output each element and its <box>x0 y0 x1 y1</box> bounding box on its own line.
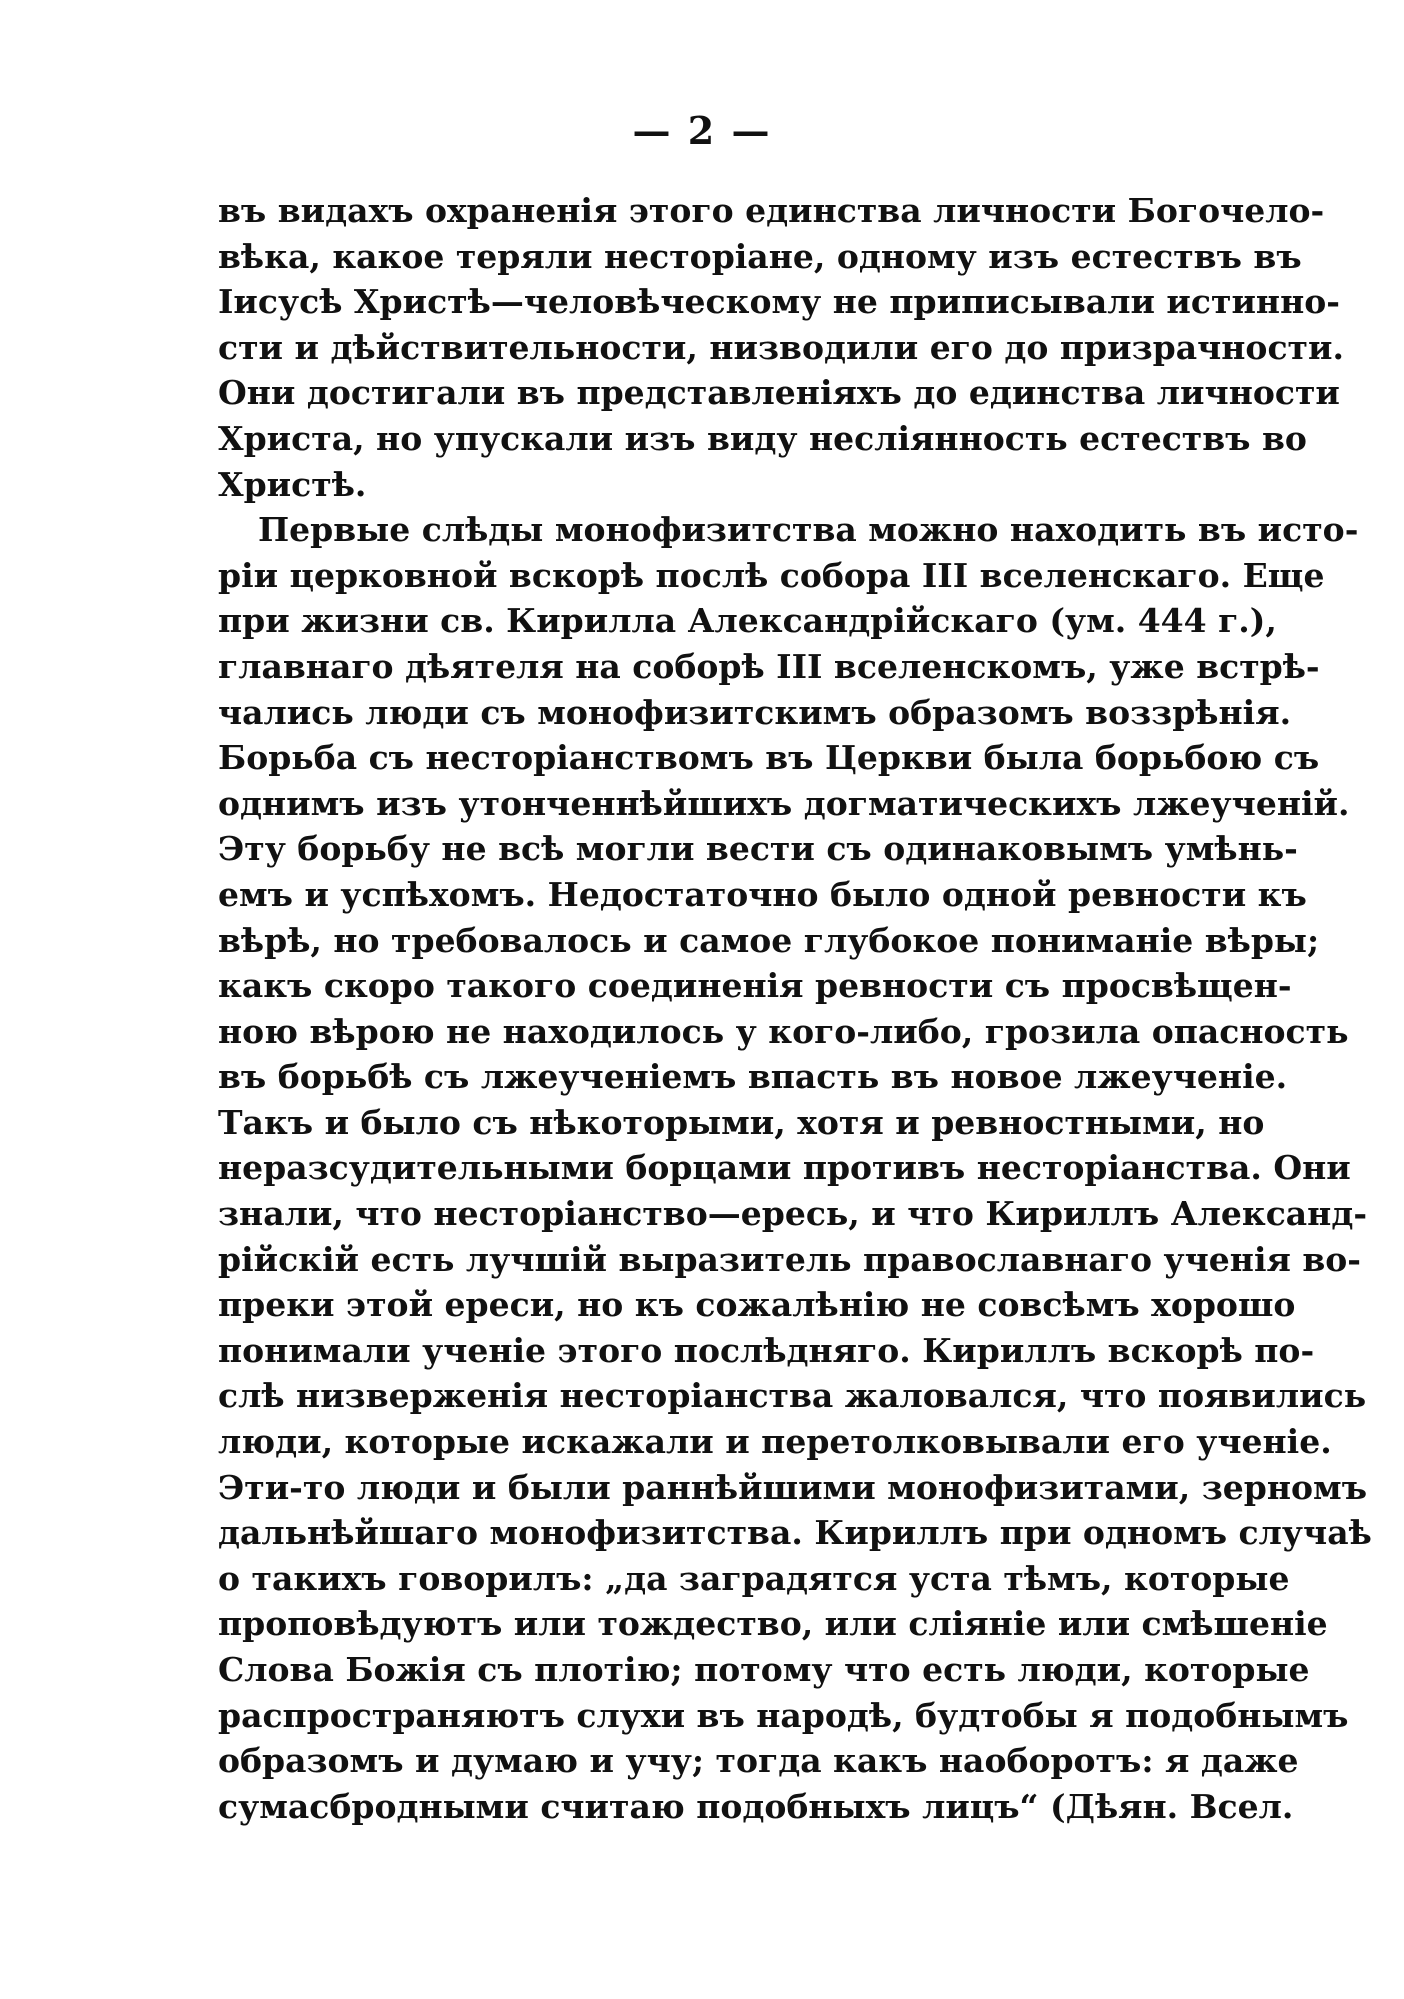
text-line: рійскій есть лучшій выразитель православнаго ученія во- <box>218 1239 1361 1279</box>
body-text <box>218 188 1372 1829</box>
text-line: Эту борьбу не всѣ могли вести съ одинаковымъ умѣнь- <box>218 829 1298 869</box>
text-line: сумасбродными считаю подобныхъ лицъ“ (Дѣян. Всел. <box>218 1786 1294 1826</box>
text-line: Іисусѣ Христѣ—человѣческому не приписывали истинно- <box>218 282 1340 322</box>
text-line: въ борьбѣ съ лжеученіемъ впасть въ новое лжеученіе. <box>218 1057 1288 1097</box>
text-line: образомъ и думаю и учу; тогда какъ наоборотъ: я даже <box>218 1741 1299 1781</box>
text-line: Такъ и было съ нѣкоторыми, хотя и ревностными, но <box>218 1102 1265 1142</box>
text-line: главнаго дѣятеля на соборѣ III вселенскомъ, уже встрѣ- <box>218 646 1320 686</box>
text-line: проповѣдуютъ или тождество, или сліяніе или смѣшеніе <box>218 1604 1328 1644</box>
text-line: вѣрѣ, но требовалось и самое глубокое пониманіе вѣры; <box>218 920 1320 960</box>
text-line: знали, что несторіанство—ересь, и что Кириллъ Александ- <box>218 1194 1368 1234</box>
paragraph-start-line: Первые слѣды монофизитства можно находить въ исто- <box>258 510 1359 550</box>
text-line: Борьба съ несторіанствомъ въ Церкви была борьбою съ <box>218 738 1320 778</box>
text-line: Эти-то люди и были раннѣйшими монофизитами, зерномъ <box>218 1467 1368 1507</box>
text-line: вѣка, какое теряли несторіане, одному изъ естествъ въ <box>218 236 1302 276</box>
text-line: ною вѣрою не находилось у кого-либо, грозила опасность <box>218 1011 1349 1051</box>
text-line: неразсудительными борцами противъ несторіанства. Они <box>218 1148 1351 1188</box>
text-line: Христа, но упускали изъ виду неслiянность естествъ во <box>218 418 1307 458</box>
text-line: сти и дѣйствительности, низводили его до призрачности. <box>218 327 1344 367</box>
text-line: люди, которые искажали и перетолковывали его ученіе. <box>218 1422 1332 1462</box>
text-line: о такихъ говорилъ: „да заградятся уста тѣмъ, которые <box>218 1558 1290 1598</box>
text-line: понимали ученіе этого послѣдняго. Кириллъ вскорѣ по- <box>218 1330 1315 1370</box>
text-line: ріи церковной вскорѣ послѣ собора III вселенскаго. Еще <box>218 555 1325 595</box>
text-line: Слова Божія съ плотію; потому что есть люди, которые <box>218 1650 1310 1689</box>
text-line: однимъ изъ утонченнѣйшихъ догматическихъ лжеученій. <box>218 783 1350 823</box>
text-line: дальнѣйшаго монофизитства. Кириллъ при одномъ случаѣ <box>218 1513 1372 1553</box>
text-line: какъ скоро такого соединенія ревности съ просвѣщен- <box>218 966 1292 1006</box>
text-line: Они достигали въ представленіяхъ до единства личности <box>218 373 1340 413</box>
text-line: въ видахъ охраненія этого единства личности Богочело- <box>218 191 1325 230</box>
text-line: Христѣ. <box>218 464 367 504</box>
text-line: емъ и успѣхомъ. Недостаточно было одной ревности къ <box>218 874 1307 914</box>
text-line: слѣ низверженія несторіанства жаловался, что появились <box>218 1376 1367 1416</box>
text-line: при жизни св. Кирилла Александрійскаго (ум. 444 г.), <box>218 601 1277 641</box>
text-line: преки этой ереси, но къ сожалѣнію не совсѣмъ хорошо <box>218 1285 1296 1325</box>
text-line: распространяютъ слухи въ народѣ, будтобы я подобнымъ <box>218 1695 1349 1735</box>
text-line: чались люди съ монофизитскимъ образомъ воззрѣнія. <box>218 692 1292 732</box>
page-number: — 2 — <box>632 108 772 153</box>
